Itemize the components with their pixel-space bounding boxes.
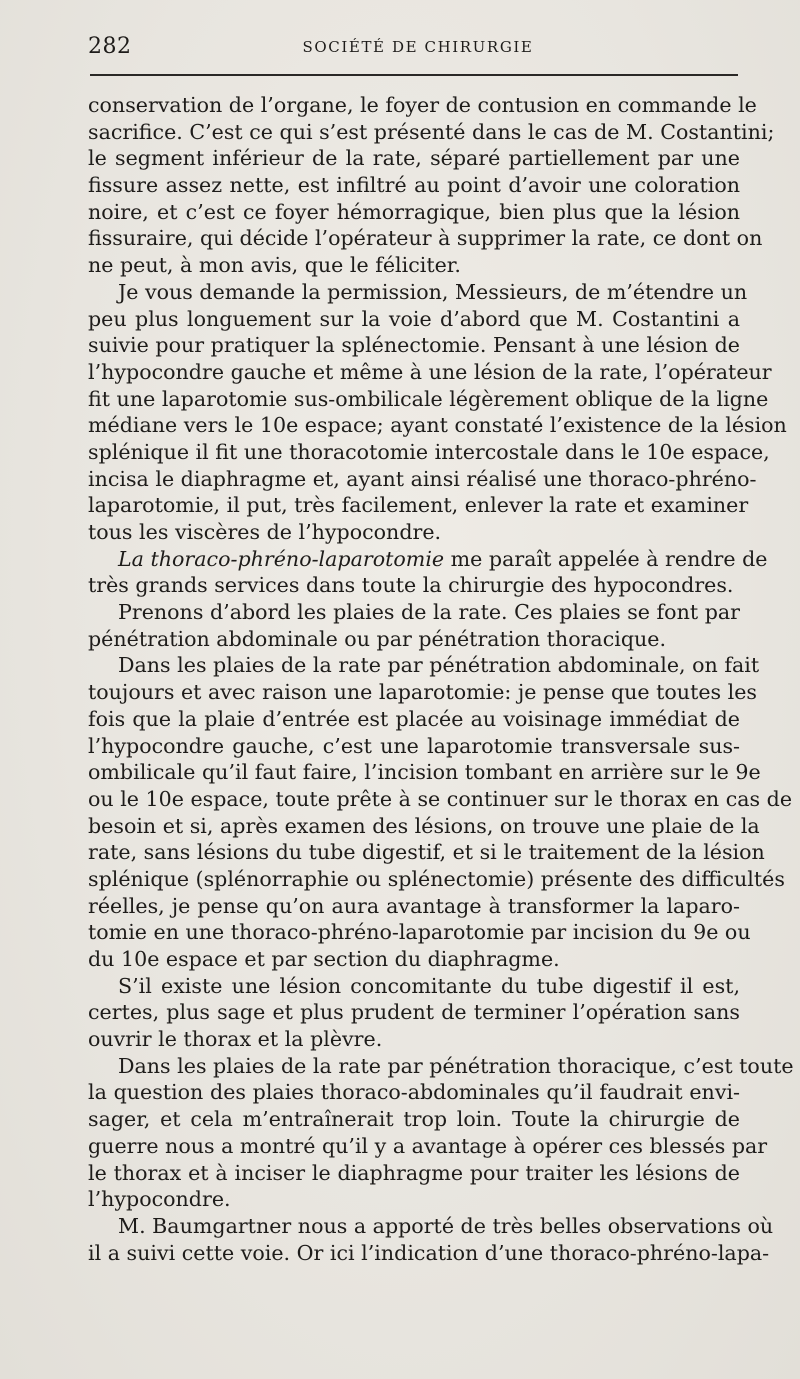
text-line: sager, et cela m’entraînerait trop loin. Toute la chirurgie de bbox=[88, 1107, 740, 1132]
text-line: ouvrir le thorax et la plèvre. bbox=[88, 1027, 383, 1052]
text-line: il a suivi cette voie. Or ici l’indication d’une thoraco-phréno-lapa- bbox=[88, 1240, 770, 1265]
text-line: M. Baumgartner nous a apporté de très belles observations où bbox=[118, 1213, 774, 1238]
text-line: très grands services dans toute la chirurgie des hypocondres. bbox=[88, 573, 734, 598]
text-line: l’hypocondre gauche et même à une lésion de la rate, l’opérateur bbox=[88, 359, 772, 384]
text-line: réelles, je pense qu’on aura avantage à transformer la laparo- bbox=[88, 893, 740, 918]
text-line: noire, et c’est ce foyer hémorragique, bien plus que la lésion bbox=[88, 199, 740, 224]
text-line: tous les viscères de l’hypocondre. bbox=[88, 520, 442, 544]
text-line: ou le 10e espace, toute prête à se continuer sur le thorax en cas de bbox=[88, 786, 793, 811]
text-line: le thorax et à inciser le diaphragme pour traiter les lésions de bbox=[88, 1160, 740, 1185]
text-line: médiane vers le 10e espace; ayant constaté l’existence de la lésion bbox=[88, 413, 787, 438]
line-text: me paraît appelée à rendre de bbox=[450, 546, 768, 571]
text-line: Prenons d’abord les plaies de la rate. Ces plaies se font par bbox=[118, 600, 740, 625]
text-line: splénique (splénorraphie ou splénectomie) présente des difficultés bbox=[88, 866, 785, 891]
page-header bbox=[88, 34, 738, 64]
text-line: la question des plaies thoraco-abdominales qu’il faudrait envi- bbox=[88, 1080, 740, 1105]
text-line: suivie pour pratiquer la splénectomie. Pensant à une lésion de bbox=[88, 333, 740, 358]
text-line: incisa le diaphragme et, ayant ainsi réalisé une thoraco-phréno- bbox=[88, 466, 757, 491]
text-line: laparotomie, il put, très facilement, enlever la rate et examiner bbox=[88, 493, 749, 518]
text-line: guerre nous a montré qu’il y a avantage à opérer ces blessés par bbox=[88, 1133, 768, 1158]
text-line: ne peut, à mon avis, que le féliciter. bbox=[88, 253, 461, 278]
text-line: Dans les plaies de la rate par pénétration thoracique, c’est toute bbox=[118, 1053, 794, 1078]
text-line: splénique il fit une thoracotomie intercostale dans le 10e espace, bbox=[88, 439, 770, 464]
text-line: ombilicale qu’il faut faire, l’incision tombant en arrière sur le 9e bbox=[88, 760, 761, 785]
text-line bbox=[88, 546, 768, 573]
text-line: pénétration abdominale ou par pénétration thoracique. bbox=[88, 626, 667, 651]
text-line: Dans les plaies de la rate par pénétration abdominale, on fait bbox=[118, 653, 760, 678]
text-line: fissure assez nette, est infiltré au point d’avoir une coloration bbox=[88, 173, 740, 198]
header-rule bbox=[90, 74, 738, 76]
text-line: l’hypocondre gauche, c’est une laparotomie transversale sus- bbox=[88, 733, 740, 758]
text-line: certes, plus sage et plus prudent de terminer l’opération sans bbox=[88, 1000, 740, 1025]
italic-phrase: La thoraco-phréno-laparotomie bbox=[118, 546, 445, 571]
text-line: du 10e espace et par section du diaphragme. bbox=[88, 947, 560, 971]
body-text bbox=[88, 92, 794, 1266]
text-line: rate, sans lésions du tube digestif, et si le traitement de la lésion bbox=[88, 840, 765, 865]
text-line: toujours et avec raison une laparotomie: je pense que toutes les bbox=[88, 680, 757, 705]
text-line: conservation de l’organe, le foyer de contusion en commande le bbox=[88, 93, 757, 117]
text-line: fit une laparotomie sus-ombilicale légèrement oblique de la ligne bbox=[88, 386, 769, 411]
text-line: tomie en une thoraco-phréno-laparotomie par incision du 9e ou bbox=[88, 920, 751, 945]
text-line: l’hypocondre. bbox=[88, 1187, 231, 1212]
text-line: peu plus longuement sur la voie d’abord que M. Costantini a bbox=[88, 306, 740, 331]
text-line: fois que la plaie d’entrée est placée au voisinage immédiat de bbox=[88, 706, 740, 731]
text-line: S’il existe une lésion concomitante du tube digestif il est, bbox=[118, 973, 740, 998]
running-title: SOCIÉTÉ DE CHIRURGIE bbox=[302, 38, 534, 56]
text-line: le segment inférieur de la rate, séparé partiellement par une bbox=[88, 146, 740, 171]
page-number: 282 bbox=[88, 34, 132, 59]
text-line: fissuraire, qui décide l’opérateur à supprimer la rate, ce dont on bbox=[88, 226, 763, 251]
text-line: besoin et si, après examen des lésions, on trouve une plaie de la bbox=[88, 813, 760, 838]
text-line: Je vous demande la permission, Messieurs, de m’étendre un bbox=[118, 279, 748, 304]
text-line: sacrifice. C’est ce qui s’est présenté dans le cas de M. Costantini; bbox=[88, 119, 775, 144]
